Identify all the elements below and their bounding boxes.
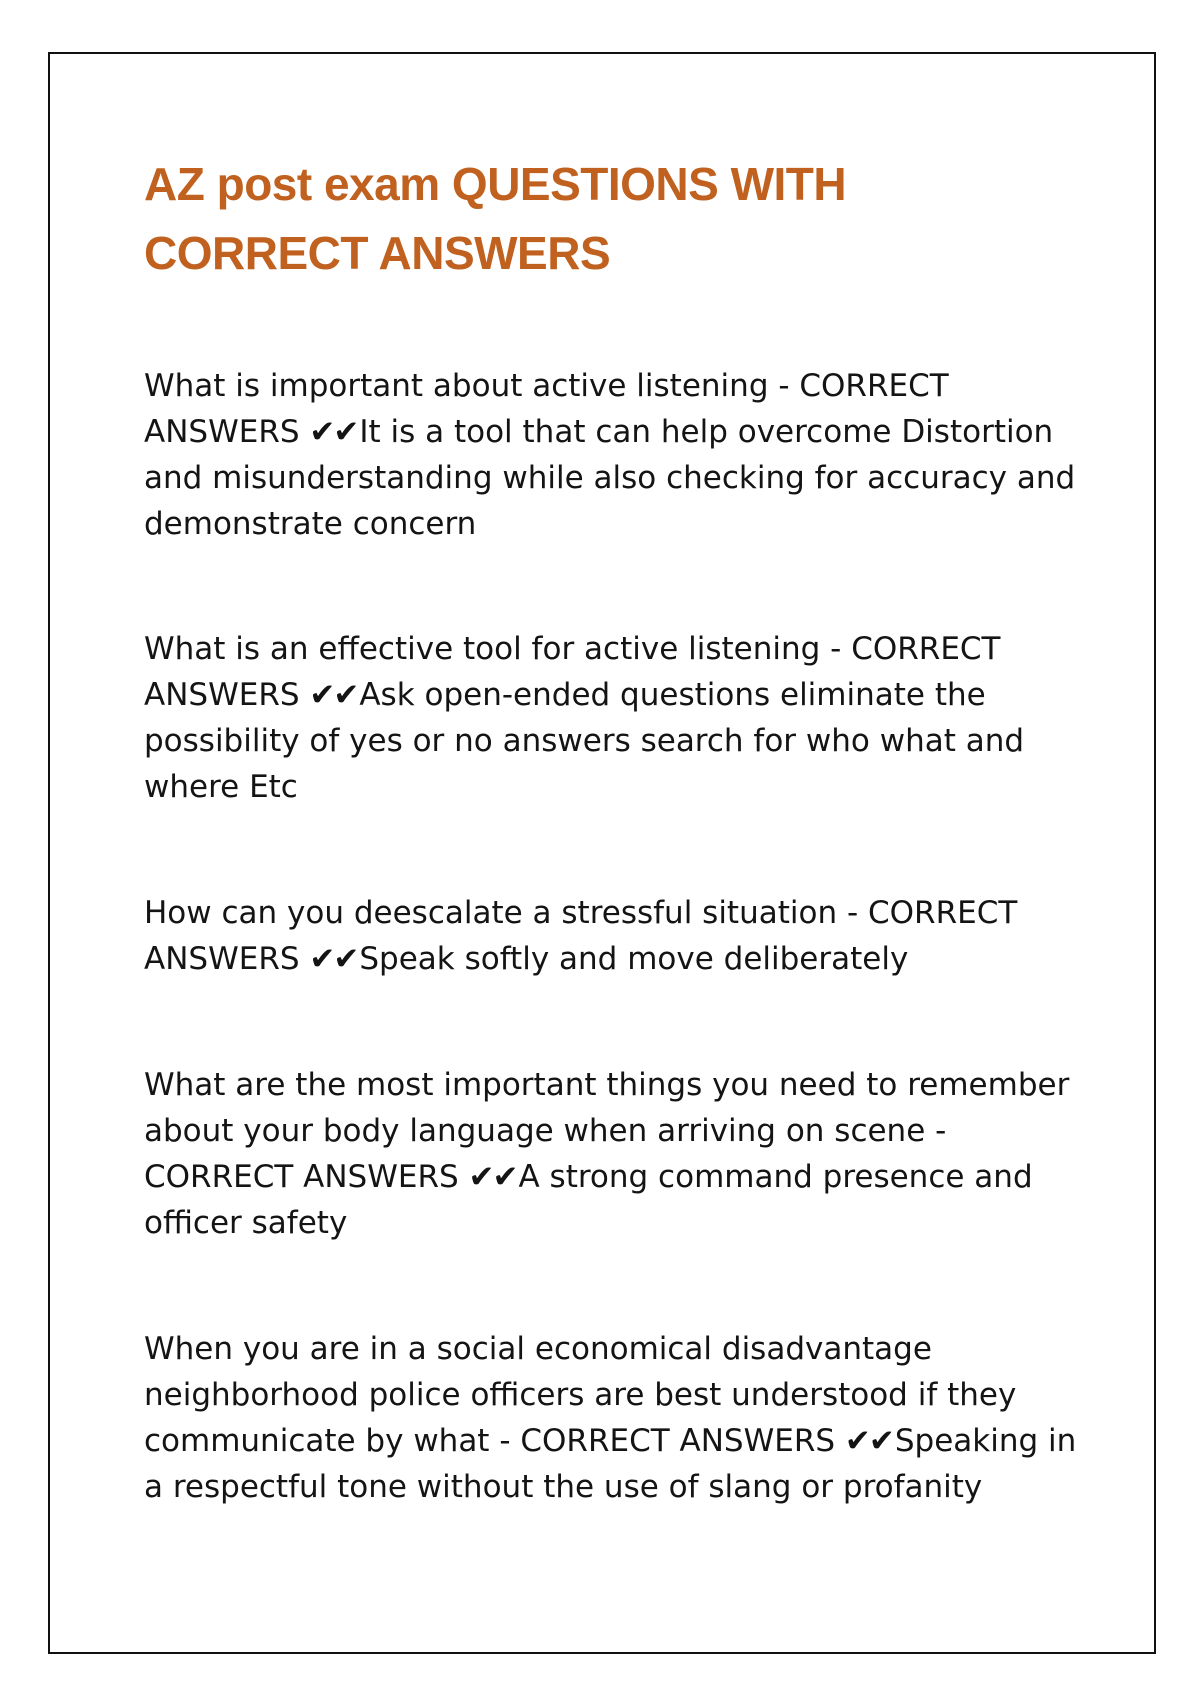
check-mark-icon: ✔✔: [844, 1423, 893, 1459]
qa-item-2: [144, 626, 1104, 810]
question-text: What is important about active listening - CORRECT ANSWERS: [144, 368, 949, 450]
check-mark-icon: ✔✔: [309, 414, 358, 450]
document-title: AZ post exam QUESTIONS WITH CORRECT ANSWERS: [144, 158, 847, 279]
check-mark-icon: ✔✔: [468, 1159, 517, 1195]
answer-text: Ask open-ended questions eliminate the possibility of yes or no answers search for who what and where Etc: [144, 677, 1025, 805]
question-text: How can you deescalate a stressful situation - CORRECT ANSWERS: [144, 895, 1018, 977]
qa-item-1: [144, 363, 1104, 547]
check-mark-icon: ✔✔: [309, 941, 358, 977]
answer-text: Speak softly and move deliberately: [359, 941, 909, 977]
question-text: What are the most important things you need to remember about your body language when arriving on scene - CORRECT ANSWERS: [144, 1067, 1070, 1195]
question-text: What is an effective tool for active listening - CORRECT ANSWERS: [144, 631, 1001, 713]
qa-item-5: [144, 1326, 1104, 1510]
answer-text: A strong command presence and officer safety: [144, 1159, 1033, 1241]
answer-text: It is a tool that can help overcome Distortion and misunderstanding while also checking for accuracy and demonstrate concern: [144, 414, 1076, 542]
page-frame: [48, 52, 1156, 1654]
question-text: When you are in a social economical disadvantage neighborhood police officers are best understood if they communicate by what - CORRECT ANSWERS: [144, 1331, 1017, 1459]
check-mark-icon: ✔✔: [309, 677, 358, 713]
qa-item-4: [144, 1062, 1104, 1246]
qa-item-3: [144, 890, 1104, 982]
answer-text: Speaking in a respectful tone without the use of slang or profanity: [144, 1423, 1077, 1505]
